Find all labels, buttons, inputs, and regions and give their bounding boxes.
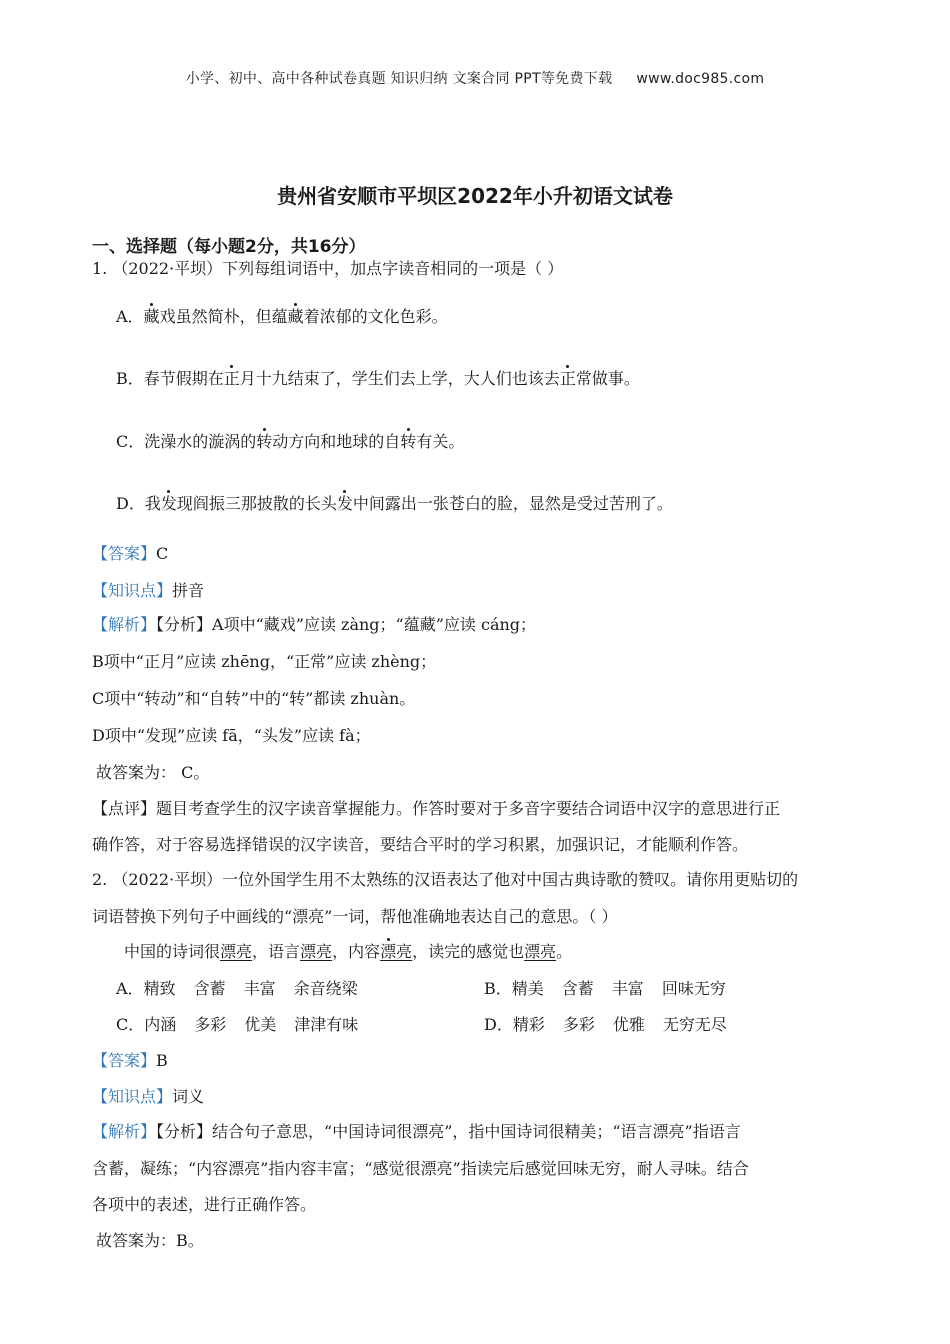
knowledge-value: 拼音 <box>172 581 205 600</box>
answer-tag: 【答案】 <box>92 544 157 563</box>
underlined-word: 漂亮 <box>220 942 253 961</box>
underlined-word: 漂亮 <box>524 942 557 961</box>
emphasis-char: 正 <box>559 369 576 388</box>
answer-value: B <box>156 1051 168 1070</box>
q1-analysis-line: B项中“正月”应读 zhēng，“正常”应读 zhèng； <box>92 652 437 671</box>
option-label: B． <box>116 369 144 388</box>
q1-review: 确作答，对于容易选择错误的汉字读音，要结合平时的学习积累，加强识记，才能顺利作答。 <box>92 835 749 854</box>
q1-analysis-line: C项中“转动”和“自转”中的“转”都读 zhuàn。 <box>92 689 416 708</box>
page-title: 贵州省安顺市平坝区2022年小升初语文试卷 <box>277 184 673 208</box>
section-heading: 一、选择题（每小题2分，共16分） <box>92 237 366 257</box>
q2-conclusion: 故答案为：B。 <box>96 1231 204 1250</box>
emphasis-char: 藏 <box>143 307 160 326</box>
q1-answer <box>92 543 168 565</box>
option-label: C． <box>116 1015 145 1034</box>
analysis-tag: 【解析】 <box>92 1122 157 1141</box>
q2-stem: 词语替换下列句子中画线的“漂亮”一词，帮他准确地表达自己的意思。（ ） <box>92 907 618 926</box>
emphasis-char: 发 <box>336 494 353 513</box>
q2-stem: 2. （2022·平坝）一位外国学生用不太熟练的汉语表达了他对中国古典诗歌的赞叹。请你用更贴切的 <box>92 870 799 889</box>
banner-url[interactable]: www.doc985.com <box>636 71 765 87</box>
option-label: D． <box>484 1015 513 1034</box>
option-label: A． <box>116 979 144 998</box>
knowledge-tag: 【知识点】 <box>92 1087 173 1106</box>
emphasis-char: 正 <box>223 369 240 388</box>
q2-answer <box>92 1050 168 1072</box>
emphasis-char: 转 <box>400 432 417 451</box>
option-label: A． <box>116 307 144 326</box>
q1-option-c[interactable]: C．洗澡水的漩涡的转动方向和地球的自转有关。 <box>116 432 465 451</box>
underlined-word: 漂亮 <box>300 942 333 961</box>
analysis-tag: 【解析】 <box>92 615 157 634</box>
q2-option-b[interactable]: B．精美 含蓄 丰富 回味无穷 <box>484 979 726 998</box>
knowledge-tag: 【知识点】 <box>92 581 173 600</box>
q2-sentence: 中国的诗词很漂亮，语言漂亮，内容漂亮，读完的感觉也漂亮。 <box>124 942 573 961</box>
q2-analysis-line: 含蓄，凝练；“内容漂亮”指内容丰富；“感觉很漂亮”指读完后感觉回味无穷，耐人寻味。结合 <box>92 1159 749 1178</box>
emphasis-char: 发 <box>160 494 177 513</box>
q1-analysis-line: D项中“发现”应读 fā，“头发”应读 fà； <box>92 726 371 745</box>
q2-option-d[interactable]: D．精彩 多彩 优雅 无穷无尽 <box>484 1015 727 1034</box>
knowledge-value: 词义 <box>172 1087 205 1106</box>
q1-stem: 1. （2022·平坝）下列每组词语中，加点字读音相同的一项是（ ） <box>92 259 564 278</box>
q2-analysis: 【解析】【分析】结合句子意思，“中国诗词很漂亮”，指中国诗词很精美；“语言漂亮”指语言 <box>92 1122 741 1141</box>
answer-value: C <box>156 544 169 563</box>
answer-tag: 【答案】 <box>92 1051 157 1070</box>
q1-option-b[interactable]: B．春节假期在正月十九结束了，学生们去上学，大人们也该去正常做事。 <box>116 369 640 388</box>
banner-text: 小学、初中、高中各种试卷真题 知识归纳 文案合同 PPT等免费下载 <box>185 71 613 87</box>
underlined-word: 漂 <box>380 942 397 961</box>
page-banner <box>0 68 950 88</box>
emphasis-char: 藏 <box>287 307 304 326</box>
q2-knowledge <box>92 1086 204 1108</box>
q1-review: 【点评】题目考查学生的汉字读音掌握能力。作答时要对于多音字要结合词语中汉字的意思进行正 <box>92 799 781 818</box>
option-label: C． <box>116 432 145 451</box>
q1-knowledge <box>92 580 204 602</box>
q2-analysis-line: 各项中的表述，进行正确作答。 <box>92 1195 317 1214</box>
q1-analysis: 【解析】【分析】A项中“藏戏”应读 zàng；“蕴藏”应读 cáng； <box>92 615 537 634</box>
emphasis-char: 转 <box>256 432 273 451</box>
q2-option-a[interactable]: A．精致 含蓄 丰富 余音绕梁 <box>116 979 358 998</box>
q1-conclusion: 故答案为： C。 <box>96 763 210 782</box>
option-label: B． <box>484 979 512 998</box>
option-label: D． <box>116 494 145 513</box>
underlined-word: 亮 <box>396 942 413 961</box>
q1-option-d[interactable]: D．我发现阎振三那披散的长头发中间露出一张苍白的脸，显然是受过苦刑了。 <box>116 494 673 513</box>
q1-option-a[interactable]: A．藏戏虽然简朴，但蕴藏着浓郁的文化色彩。 <box>116 307 448 326</box>
q2-option-c[interactable]: C．内涵 多彩 优美 津津有味 <box>116 1015 359 1034</box>
